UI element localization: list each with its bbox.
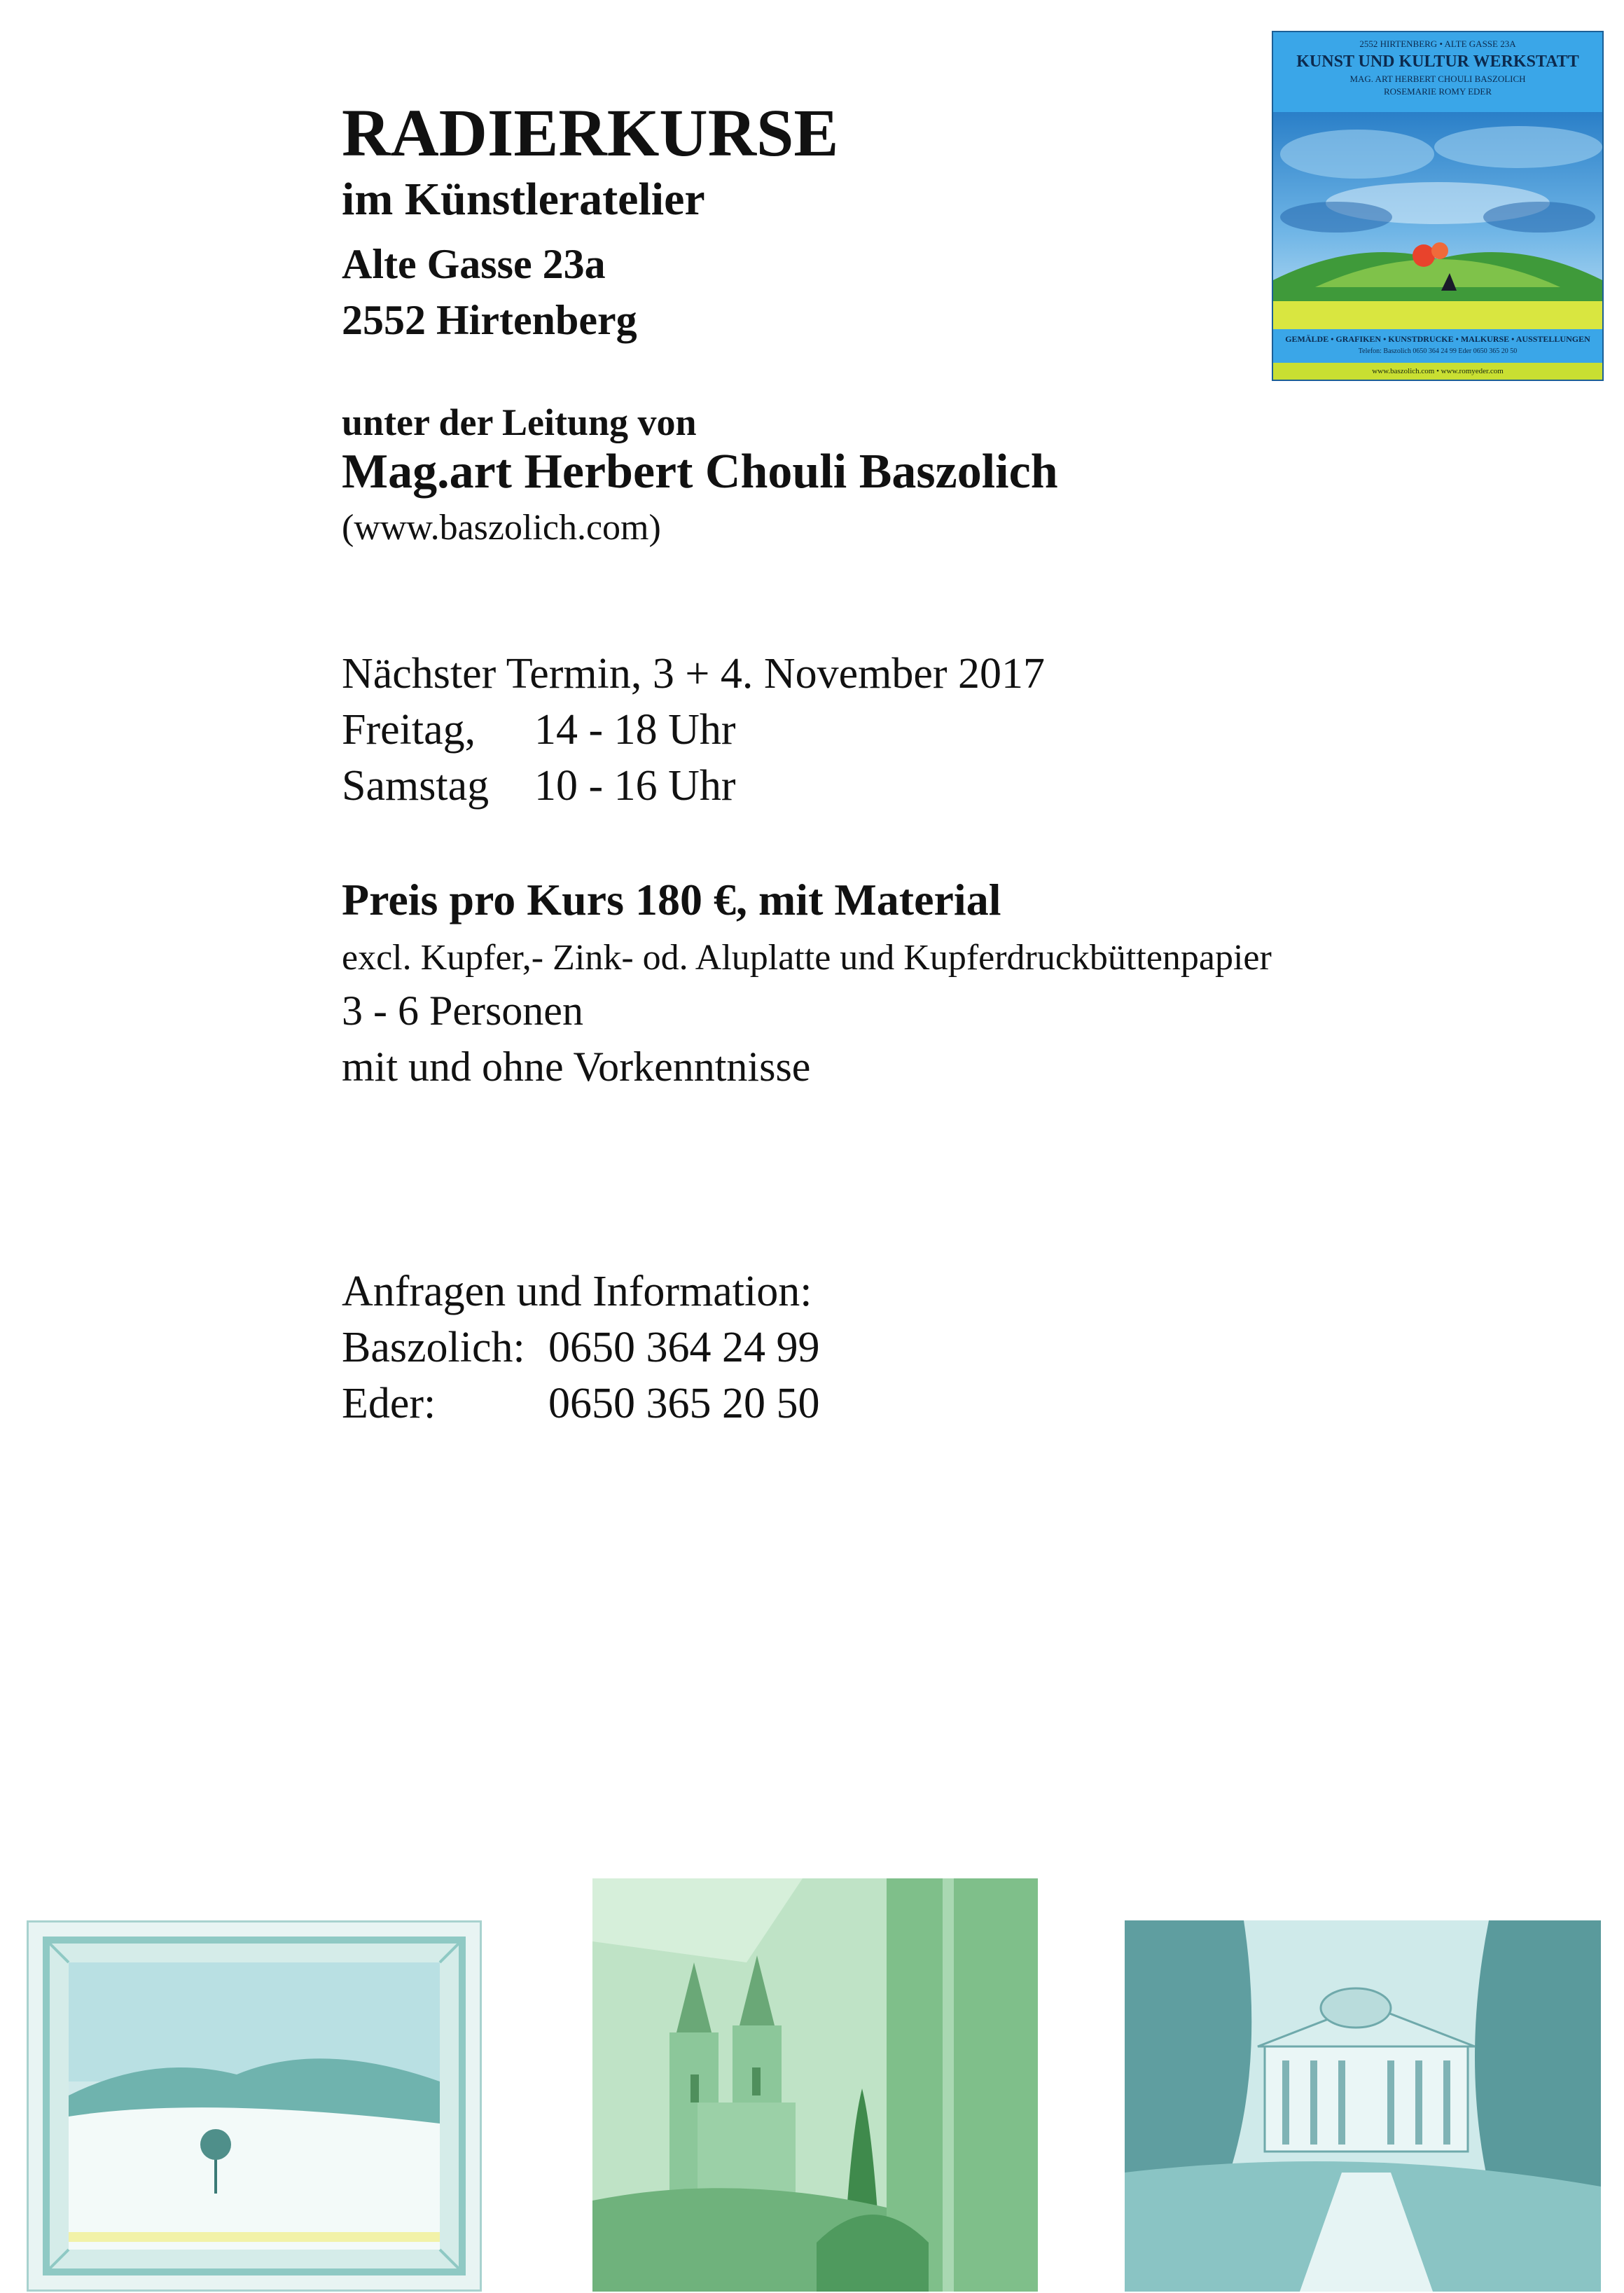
schedule-time: 10 - 16 Uhr bbox=[534, 762, 736, 810]
poster-phones: Telefon: Baszolich 0650 364 24 99 Eder 0650 365 20 50 bbox=[1358, 347, 1518, 355]
poster-info bbox=[1273, 329, 1602, 363]
poster-address: 2552 HIRTENBERG • ALTE GASSE 23A bbox=[1359, 39, 1516, 49]
schedule-day: Samstag bbox=[342, 762, 490, 810]
poster-title: KUNST UND KULTUR WERKSTATT bbox=[1296, 53, 1579, 71]
etching-pavilion bbox=[1125, 1920, 1601, 2292]
leader-label: unter der Leitung von bbox=[342, 401, 697, 443]
schedule-day: Freitag, bbox=[342, 706, 476, 754]
schedule-row-friday bbox=[342, 703, 736, 756]
contact-baszolich bbox=[342, 1321, 820, 1374]
address-city: 2552 Hirtenberg bbox=[342, 297, 637, 343]
poster-artist-2: ROSEMARIE ROMY EDER bbox=[1383, 86, 1492, 97]
leader-name: Mag.art Herbert Chouli Baszolich bbox=[342, 445, 1058, 499]
group-size: 3 - 6 Personen bbox=[342, 988, 583, 1034]
etching-winter-landscape bbox=[27, 1920, 482, 2292]
workshop-poster bbox=[1272, 31, 1604, 381]
subtitle: im Künstleratelier bbox=[342, 174, 705, 225]
prerequisites: mit und ohne Vorkenntnisse bbox=[342, 1044, 811, 1090]
price-exclusions: excl. Kupfer,- Zink- od. Aluplatte und Kupferdruckbüttenpapier bbox=[342, 938, 1272, 978]
contact-phone: 0650 365 20 50 bbox=[548, 1380, 820, 1427]
leader-website: (www.baszolich.com) bbox=[342, 508, 661, 548]
etching-church bbox=[592, 1878, 1038, 2292]
contact-name: Eder: bbox=[342, 1380, 436, 1427]
schedule-time: 14 - 18 Uhr bbox=[534, 706, 736, 754]
contact-phone: 0650 364 24 99 bbox=[548, 1324, 820, 1371]
next-date: Nächster Termin, 3 + 4. November 2017 bbox=[342, 650, 1046, 698]
address-street: Alte Gasse 23a bbox=[342, 241, 606, 287]
poster-footer: www.baszolich.com • www.romyeder.com bbox=[1273, 363, 1602, 380]
poster-header bbox=[1273, 32, 1602, 112]
page-title: RADIERKURSE bbox=[342, 95, 839, 170]
contact-name: Baszolich: bbox=[342, 1324, 525, 1371]
contact-eder bbox=[342, 1377, 820, 1430]
price: Preis pro Kurs 180 €, mit Material bbox=[342, 875, 1001, 924]
schedule-row-saturday bbox=[342, 759, 736, 812]
poster-artist-1: MAG. ART HERBERT CHOULI BASZOLICH bbox=[1349, 74, 1526, 84]
poster-categories: GEMÄLDE • GRAFIKEN • KUNSTDRUCKE • MALKURSE • AUSSTELLUNGEN bbox=[1285, 334, 1590, 344]
poster-artwork bbox=[1273, 112, 1602, 329]
contact-label: Anfragen und Information: bbox=[342, 1268, 812, 1315]
